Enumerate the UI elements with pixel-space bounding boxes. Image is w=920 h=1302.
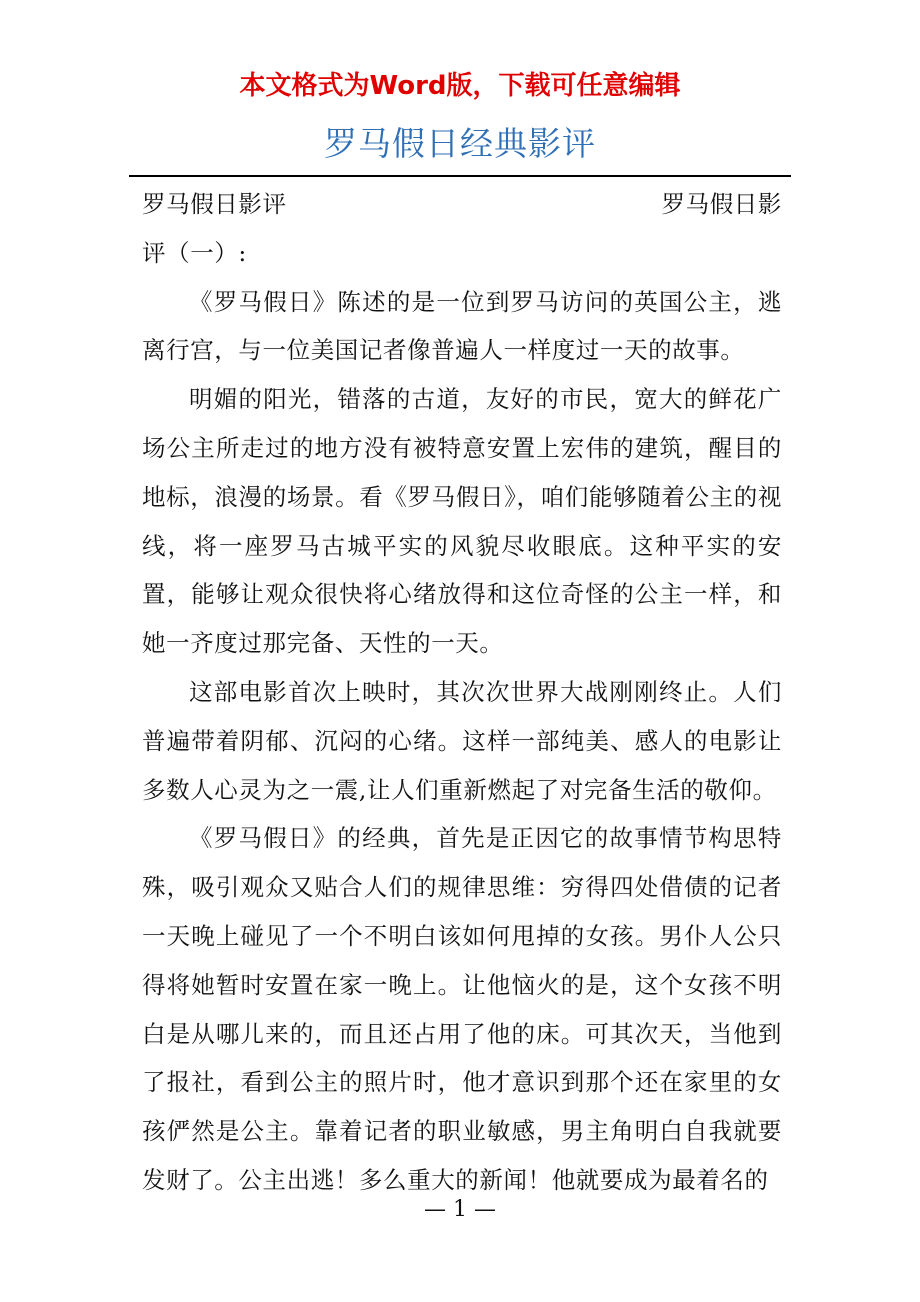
header-continuation: 评（一）: [142, 238, 247, 267]
paragraph: 《罗马假日》的经典，首先是正因它的故事情节构思特殊，吸引观众又贴合人们的规律思维：穷得四处借债的记者一天晚上碰见了一个不明白该如何甩掉的女孩。男仆人公只得将她暂时安置在家一晚上。让他恼火的是，这个女孩不明白是从哪儿来的，而且还占用了他的床。可其次天，当他到了报社，看到公主的照片时，他才意识到那个还在家里的女孩俨然是公主。靠着记者的职业敏感，男主角明白自我就要发财了。公主出逃！多么重大的新闻！他就要成为最着名的 [142, 824, 782, 1194]
document-title: 罗马假日经典影评 [324, 124, 596, 163]
header-left-text: 罗马假日影评 [142, 190, 287, 218]
page-number: — 1 — [424, 1197, 496, 1222]
document-body [142, 180, 782, 1205]
paragraph: 明媚的阳光，错落的古道，友好的市民，宽大的鲜花广场公主所走过的地方没有被特意安置上宏伟的建筑，醒目的地标，浪漫的场景。看《罗马假日》，咱们能够随着公主的视线，将一座罗马古城平实的风貌尽收眼底。这种平实的安置，能够让观众很快将心绪放得和这位奇怪的公主一样，和她一齐度过那完备、天性的一天。 [142, 385, 782, 658]
paragraph: 《罗马假日》陈述的是一位到罗马访问的英国公主，逃离行宫，与一位美国记者像普遍人一样度过一天的故事。 [142, 287, 782, 365]
paragraph: 这部电影首次上映时，其次次世界大战刚刚终止。人们普遍带着阴郁、沉闷的心绪。这样一部纯美、感人的电影让多数人心灵为之一震,让人们重新燃起了对完备生活的敬仰。 [142, 677, 782, 804]
title-divider [129, 175, 791, 177]
header-right-text: 罗马假日影 [661, 190, 782, 218]
header-line [142, 180, 782, 229]
download-banner: 本文格式为Word版，下载可任意编辑 [239, 71, 681, 101]
